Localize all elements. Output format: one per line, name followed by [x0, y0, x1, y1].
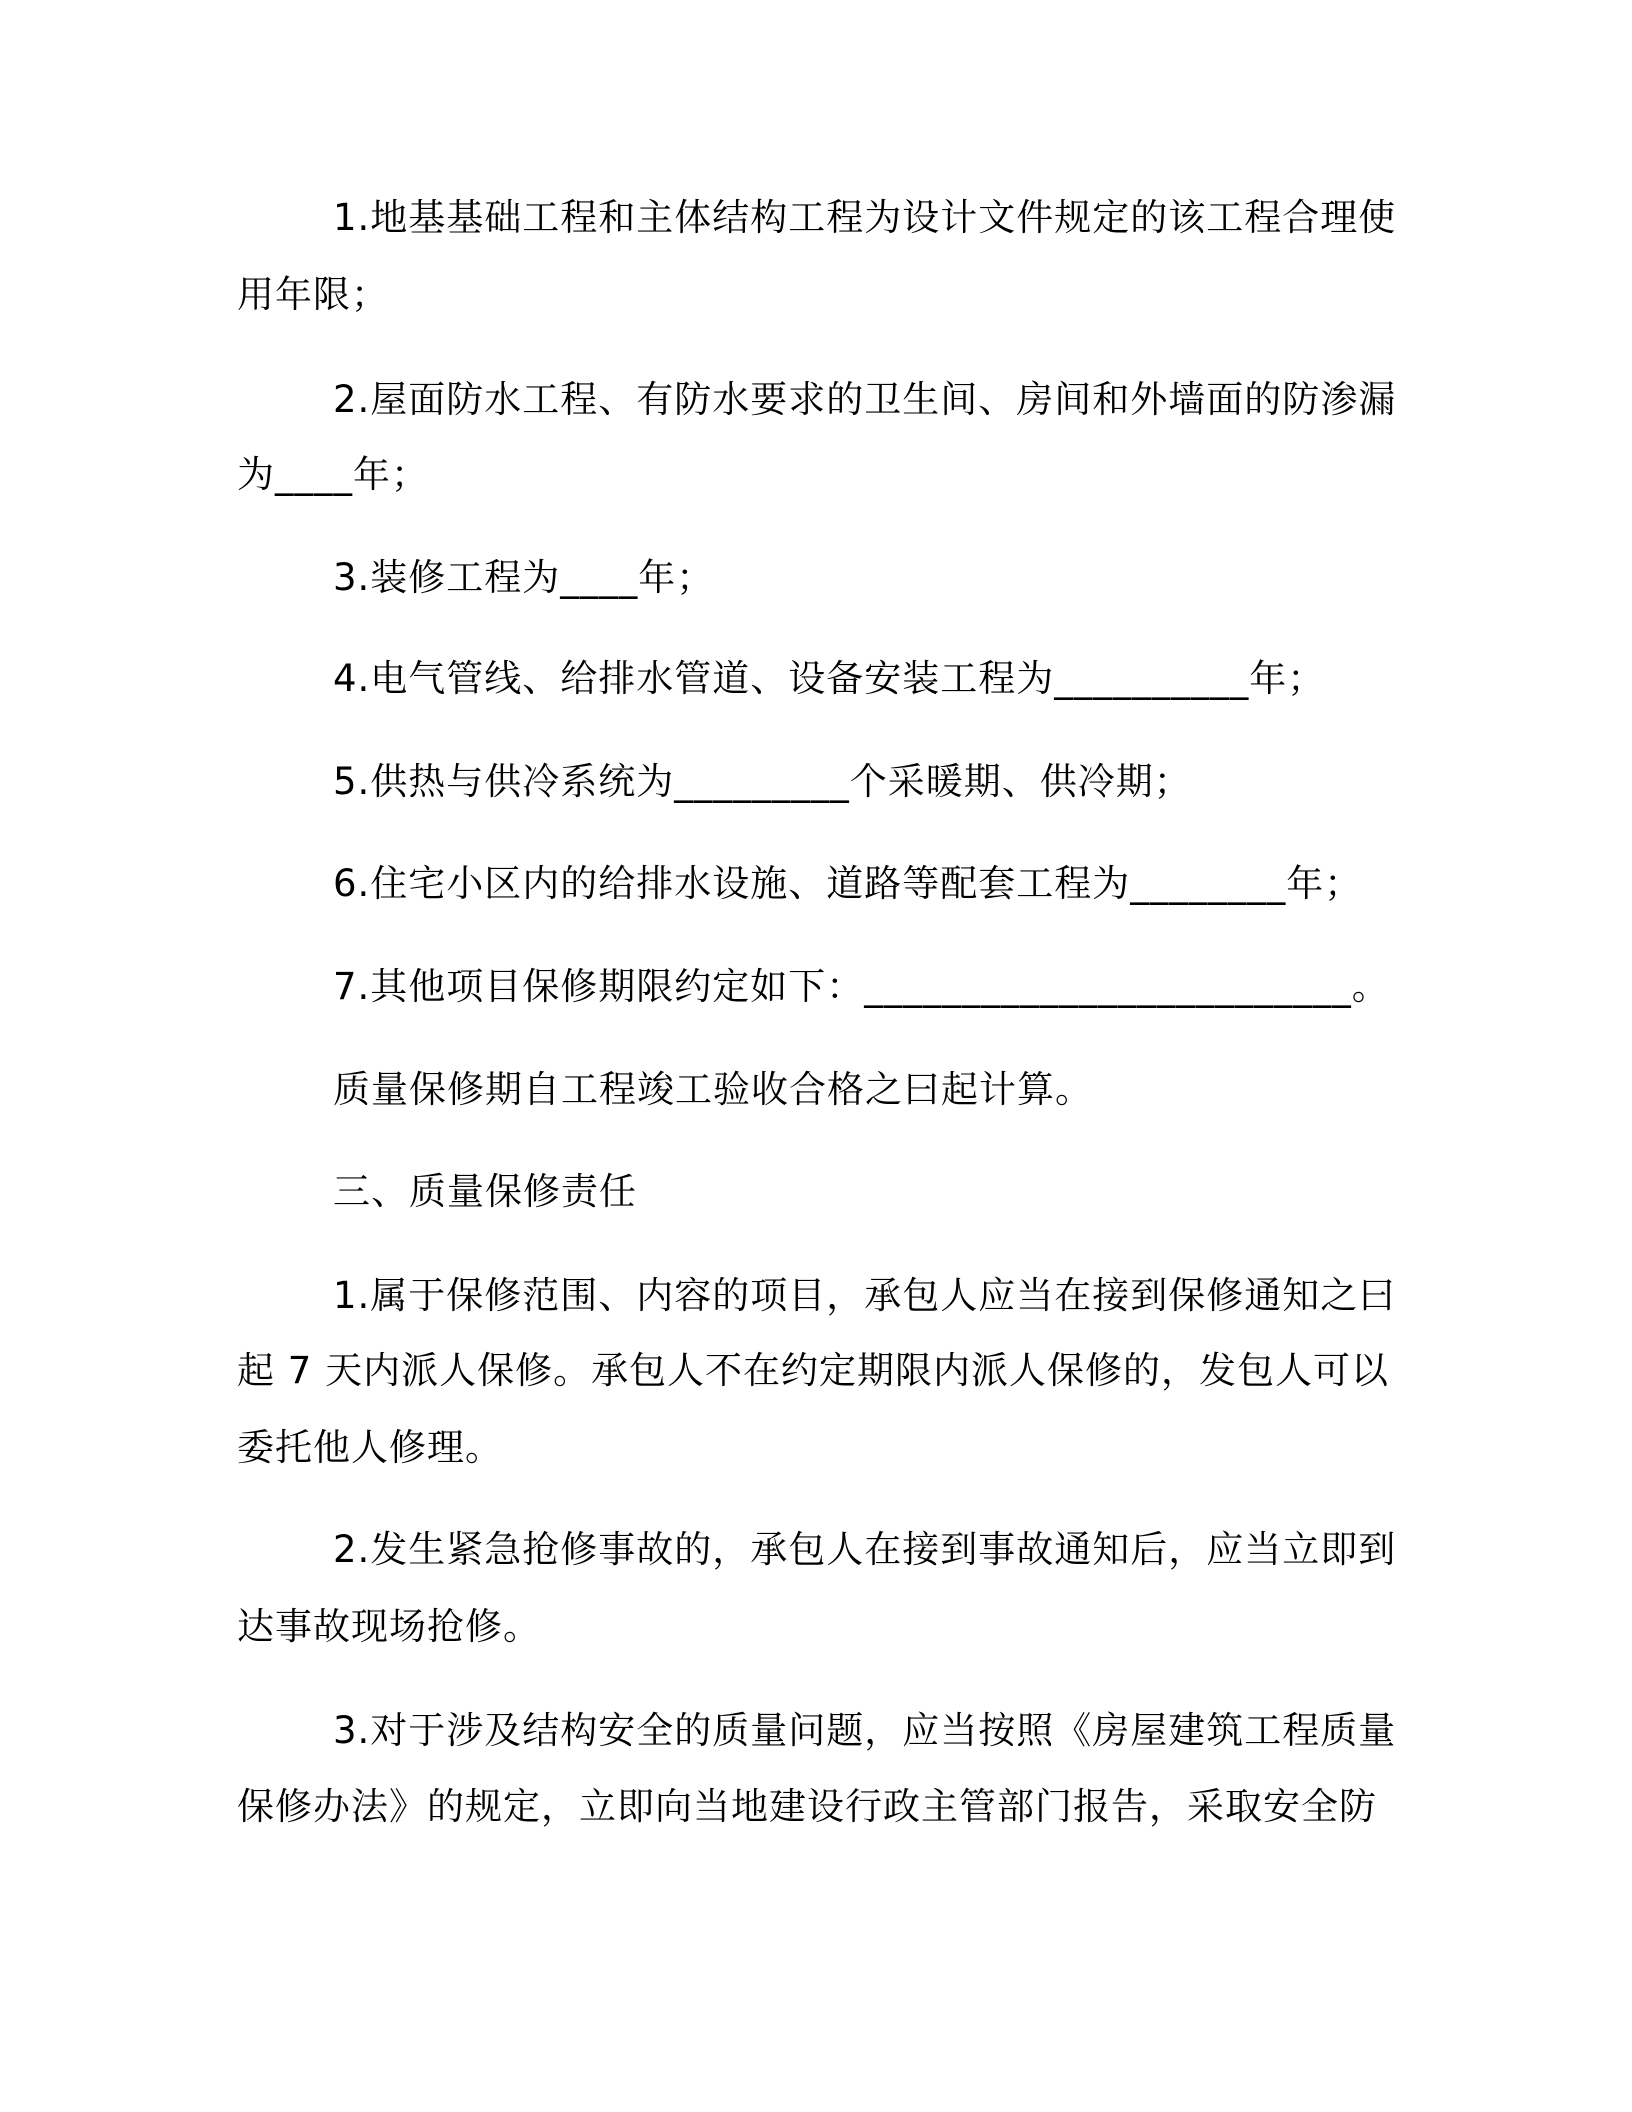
text-line: 委托他人修理。: [237, 1426, 503, 1469]
text-line: 保修办法》的规定，立即向当地建设行政主管部门报告，采取安全防: [237, 1785, 1377, 1828]
text-line: 4.电气管线、给排水管道、设备安装工程为__________年；: [333, 657, 1326, 700]
text-line: 2.屋面防水工程、有防水要求的卫生间、房间和外墙面的防渗漏: [333, 378, 1397, 421]
text-line: 1.地基基础工程和主体结构工程为设计文件规定的该工程合理使: [333, 196, 1397, 239]
text-line: 为____年；: [237, 453, 429, 496]
section-heading: 三、质量保修责任: [333, 1170, 637, 1213]
text-line: 7.其他项目保修期限约定如下：_________________________。: [333, 965, 1390, 1008]
text-line: 3.对于涉及结构安全的质量问题，应当按照《房屋建筑工程质量: [333, 1709, 1397, 1752]
text-line: 6.住宅小区内的给排水设施、道路等配套工程为________年；: [333, 862, 1363, 905]
text-line: 用年限；: [237, 273, 389, 316]
text-line: 5.供热与供冷系统为_________个采暖期、供冷期；: [333, 760, 1192, 803]
text-line: 2.发生紧急抢修事故的，承包人在接到事故通知后，应当立即到: [333, 1528, 1397, 1571]
text-line: 达事故现场抢修。: [237, 1605, 541, 1648]
text-line: 3.装修工程为____年；: [333, 556, 715, 599]
text-line: 1.属于保修范围、内容的项目，承包人应当在接到保修通知之曰: [333, 1274, 1397, 1317]
text-line: 起 7 天内派人保修。承包人不在约定期限内派人保修的，发包人可以: [237, 1349, 1390, 1392]
text-line: 质量保修期自工程竣工验收合格之曰起计算。: [333, 1068, 1093, 1111]
